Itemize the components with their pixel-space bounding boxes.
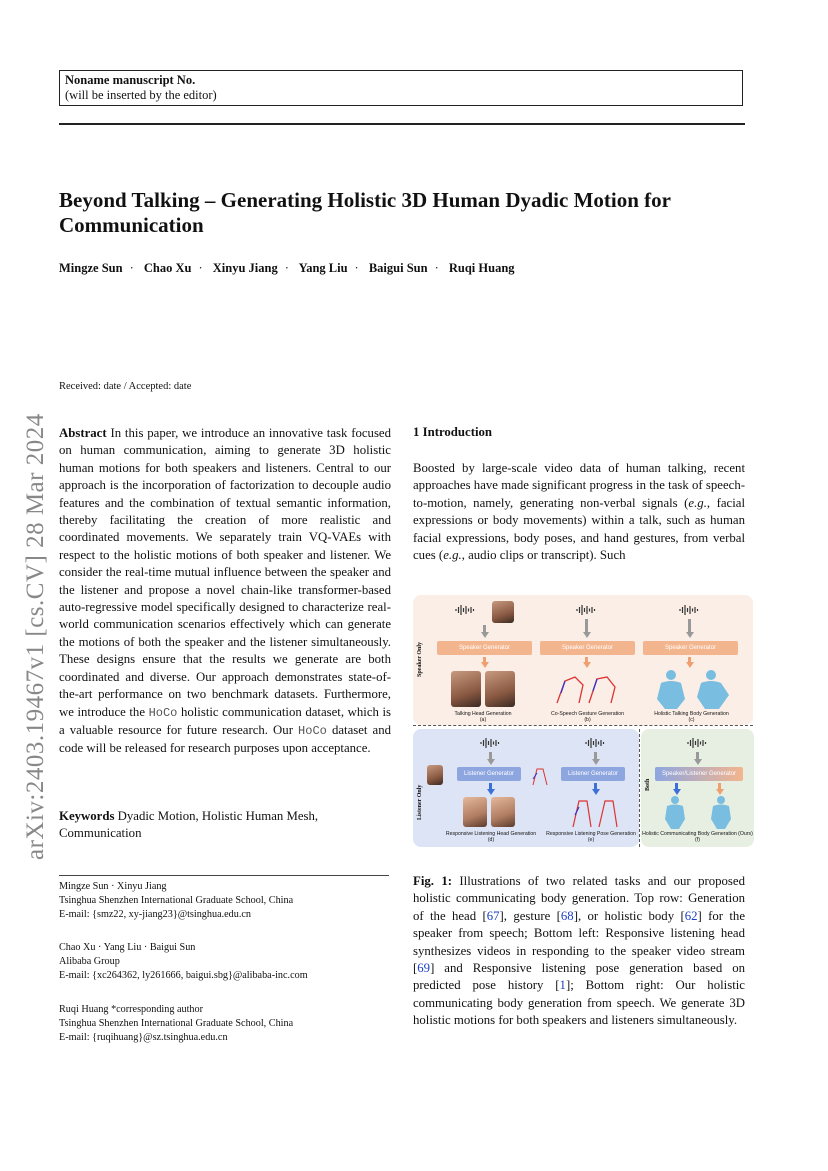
affiliation-org: Tsinghua Shenzhen International Graduate School, China bbox=[59, 895, 294, 906]
author: Ruqi Huang bbox=[448, 261, 515, 275]
citation-link[interactable]: 68 bbox=[560, 908, 574, 923]
dataset-name: HoCo bbox=[298, 723, 327, 738]
arrow-icon bbox=[686, 662, 694, 668]
affiliation-names: Chao Xu · Yang Liu · Baigui Sun bbox=[59, 942, 196, 953]
author-separator: · bbox=[198, 261, 203, 275]
talking-head-frame bbox=[485, 671, 515, 707]
author: Yang Liu bbox=[298, 261, 348, 275]
arrow-icon bbox=[487, 789, 495, 795]
3d-body-icon bbox=[659, 795, 743, 829]
figure-sub-label: Holistic Talking Body Generation (c) bbox=[654, 711, 729, 723]
caption-text: ], or holistic body [ bbox=[573, 908, 685, 923]
row-label-listener: Listener Only bbox=[417, 784, 423, 820]
arrow-icon bbox=[481, 632, 489, 638]
speaker-face-thumbnail bbox=[427, 765, 443, 785]
citation-link[interactable]: 62 bbox=[684, 908, 698, 923]
listener-generator-box: Listener Generator bbox=[561, 767, 625, 781]
footnote-rule bbox=[59, 875, 389, 876]
affiliation-email: E-mail: {ruqihuang}@sz.tsinghua.edu.cn bbox=[59, 1032, 228, 1043]
audio-wave-icon bbox=[480, 738, 500, 748]
arrow-icon bbox=[592, 759, 600, 765]
intro-text: , facial expressions or body movements) within a talk, such as human facial expressions, body poses, and hand gestures, from verbal cues ( bbox=[413, 495, 746, 563]
caption-text: ]; Bottom right: Our holistic communicating body generation from speech. We generate 3D holistic motions for both speakers and listeners simultaneously. bbox=[413, 978, 745, 1028]
intro-eg: e.g. bbox=[688, 495, 707, 510]
intro-eg: e.g. bbox=[443, 548, 462, 563]
listening-head-frame bbox=[463, 797, 487, 827]
paper-title: Beyond Talking – Generating Holistic 3D Human Dyadic Motion for Communication bbox=[59, 188, 671, 237]
row-label-both: Both bbox=[645, 778, 651, 791]
manuscript-line2: (will be inserted by the editor) bbox=[65, 88, 217, 102]
arrow-icon bbox=[585, 619, 588, 632]
affiliation-email: E-mail: {xc264362, ly261666, baigui.sbg}@alibaba-inc.com bbox=[59, 970, 308, 981]
arrow-icon bbox=[583, 662, 591, 668]
abstract bbox=[59, 425, 391, 758]
figure-1 bbox=[413, 595, 755, 847]
arrow-icon bbox=[694, 759, 702, 765]
caption-text: ], gesture [ bbox=[499, 908, 561, 923]
caption-text: Illustrations of two related tasks and our proposed holistic communicating body generation. Top row: Generation of the head [ bbox=[413, 874, 745, 923]
section-heading: 1 Introduction bbox=[413, 425, 493, 439]
intro-paragraph bbox=[413, 460, 745, 564]
received-line: Received: date / Accepted: date bbox=[59, 381, 192, 392]
citation-link[interactable]: 69 bbox=[417, 961, 431, 976]
affiliation-names: Mingze Sun · Xinyu Jiang bbox=[59, 881, 167, 892]
arxiv-stamp: arXiv:2403.19467v1 [cs.CV] 28 Mar 2024 bbox=[22, 413, 49, 860]
author: Baigui Sun bbox=[368, 261, 428, 275]
author-separator: · bbox=[354, 261, 359, 275]
author: Mingze Sun bbox=[59, 261, 123, 275]
intro-text: , audio clips or transcript). Such bbox=[461, 548, 626, 563]
caption-text: ] for the speaker from speech; Bottom left: Responsive listening head synthesizes videos in responding to the speaker video stream [ bbox=[413, 908, 745, 976]
skeleton-gesture-icon bbox=[553, 673, 619, 707]
citation-link[interactable]: 67 bbox=[486, 908, 500, 923]
author-separator: · bbox=[129, 261, 134, 275]
affiliation-email: E-mail: {smz22, xy-jiang23}@tsinghua.edu.cn bbox=[59, 909, 252, 920]
3d-body-icon bbox=[653, 669, 733, 709]
citation-link[interactable]: 1 bbox=[559, 978, 566, 993]
arrow-icon bbox=[483, 625, 486, 632]
affiliation-block bbox=[59, 1003, 389, 1045]
arrow-icon bbox=[583, 632, 591, 638]
audio-wave-icon bbox=[455, 605, 475, 615]
arrow-icon bbox=[686, 632, 694, 638]
author: Chao Xu bbox=[143, 261, 192, 275]
panel-divider bbox=[639, 729, 640, 847]
affiliation-block bbox=[59, 880, 389, 922]
manuscript-box bbox=[59, 70, 743, 106]
figure-sub-label: Responsive Listening Pose Generation (e) bbox=[546, 831, 636, 843]
abstract-text-c: dataset and code will be released for research purposes upon acceptance. bbox=[59, 722, 392, 756]
speaker-listener-generator-box: Speaker/Listener Generator bbox=[655, 767, 743, 781]
skeleton-pose-icon bbox=[529, 765, 551, 787]
arrow-icon bbox=[481, 662, 489, 668]
figure-sub-label: Talking Head Generation (a) bbox=[454, 711, 512, 723]
listener-generator-box: Listener Generator bbox=[457, 767, 521, 781]
speaker-generator-box: Speaker Generator bbox=[540, 641, 635, 655]
author-list bbox=[59, 261, 749, 276]
keywords-text: Dyadic Motion, Holistic Human Mesh, Communication bbox=[59, 809, 319, 841]
arrow-icon bbox=[487, 759, 495, 765]
affiliation-block bbox=[59, 941, 389, 983]
audio-wave-icon bbox=[687, 738, 707, 748]
figure-sub-label: Holistic Communicating Body Generation (Ours) (f) bbox=[642, 831, 753, 843]
arrow-icon bbox=[592, 789, 600, 795]
author-separator: · bbox=[434, 261, 439, 275]
speaker-face-thumbnail bbox=[492, 601, 514, 623]
audio-wave-icon bbox=[585, 738, 605, 748]
arrow-icon bbox=[688, 619, 691, 632]
figure-sub-label: Co-Speech Gesture Generation (b) bbox=[551, 711, 624, 723]
abstract-text-a: In this paper, we introduce an innovative task focused on human communication, aiming to generate 3D holistic human motions for both speakers and listeners. Central to our approach is the incorporation of factorization to decouple audio features and the combination of textual semantic information, thereby facilitating the creation of more realistic and coordinated movements. We separately train VQ-VAEs with respect to the holistic motions of both speaker and listener. We consider the real-time mutual influence between the speaker and the listener and propose a novel chain-like transformer-based auto-regressive model specifically designed to characterize real-world communication scenarios effectively which can generate the motions of both the speaker and the listener simultaneously. These designs ensure that the results we generate are both coordinated and diverse. Our approach demonstrates state-of-the-art performance on two benchmark datasets. Furthermore, we introduce the bbox=[59, 426, 391, 719]
row-label-speaker: Speaker Only bbox=[417, 641, 423, 677]
author-separator: · bbox=[284, 261, 289, 275]
talking-head-frame bbox=[451, 671, 481, 707]
listening-head-frame bbox=[491, 797, 515, 827]
manuscript-line1: Noname manuscript No. bbox=[65, 73, 196, 87]
author: Xinyu Jiang bbox=[212, 261, 278, 275]
figure-caption bbox=[413, 873, 745, 1030]
affiliation-names: Ruqi Huang *corresponding author bbox=[59, 1004, 204, 1015]
audio-wave-icon bbox=[679, 605, 699, 615]
affiliation-org: Tsinghua Shenzhen International Graduate School, China bbox=[59, 1018, 294, 1029]
dataset-name: HoCo bbox=[148, 705, 178, 720]
speaker-generator-box: Speaker Generator bbox=[643, 641, 738, 655]
affiliation-org: Alibaba Group bbox=[59, 956, 120, 967]
caption-text: ] and Responsive listening pose generation based on predicted pose history [ bbox=[413, 961, 745, 993]
speaker-generator-box: Speaker Generator bbox=[437, 641, 532, 655]
abstract-label: Abstract bbox=[59, 426, 107, 440]
figure-sub-label: Responsive Listening Head Generation (d) bbox=[445, 831, 537, 843]
listener-panel bbox=[413, 729, 639, 847]
header-rule bbox=[59, 123, 745, 125]
intro-text: Boosted by large-scale video data of human talking, recent approaches have made significant progress in the task of speech-to-motion, namely, generating non-verbal signals ( bbox=[413, 461, 745, 510]
keywords-label: Keywords bbox=[59, 809, 115, 823]
caption-label: Fig. 1: bbox=[413, 874, 453, 888]
audio-wave-icon bbox=[576, 605, 596, 615]
panel-divider bbox=[413, 725, 753, 726]
abstract-text-b: holistic communication dataset, which is a valuable resource for future research. Our bbox=[59, 704, 391, 737]
skeleton-pose-icon bbox=[569, 797, 621, 829]
keywords bbox=[59, 808, 391, 843]
